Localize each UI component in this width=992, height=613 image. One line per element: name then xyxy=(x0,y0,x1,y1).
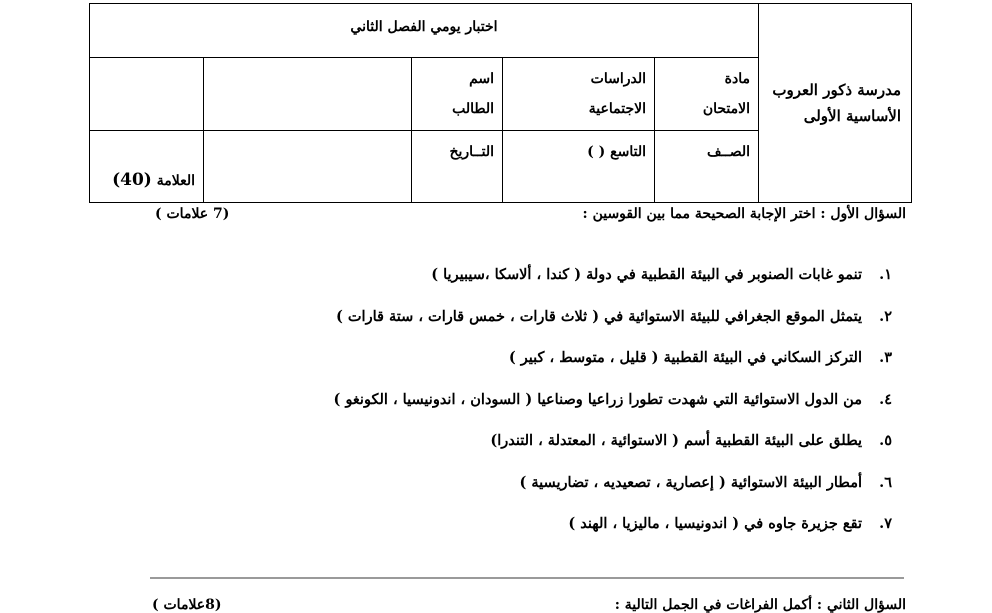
mark-cell xyxy=(90,131,204,203)
student-label-line2: الطالب xyxy=(452,101,494,117)
subject-label-line1: مادة xyxy=(724,71,750,87)
mark-label: العلامة xyxy=(156,173,195,189)
subject-label-line2: الامتحان xyxy=(702,101,750,117)
class-value: التاسع ( ) xyxy=(503,131,655,203)
student-name-field[interactable] xyxy=(204,58,412,131)
question2-marks: (8علامات ) xyxy=(152,597,222,613)
school-name-line2: الأساسية الأولى xyxy=(803,107,901,125)
section-divider xyxy=(150,577,904,579)
list-item xyxy=(334,391,892,433)
list-item xyxy=(334,474,892,516)
item-text: تنمو غابات الصنوبر في البيئة القطبية في دولة ( كندا ، ألاسكا ،سيبيريا ) xyxy=(431,266,862,283)
student-label-line1: اسم xyxy=(469,71,494,87)
class-label: الصــف xyxy=(655,131,759,203)
list-item xyxy=(334,266,892,308)
exam-title: اختبار يومي الفصل الثاني xyxy=(90,4,759,58)
list-item xyxy=(334,432,892,474)
question1-list xyxy=(334,266,892,557)
item-number: ٦. xyxy=(879,473,892,491)
item-number: ٧. xyxy=(879,515,892,532)
date-field[interactable] xyxy=(204,131,412,203)
date-label: التــاريخ xyxy=(412,131,503,203)
list-item xyxy=(334,515,892,557)
item-text: يطلق على البيئة القطبية أسم ( الاستوائية ، المعتدلة ، التندرا) xyxy=(490,432,862,449)
mark-value: (40) xyxy=(112,170,152,190)
subject-value-cell xyxy=(503,58,655,131)
subject-value-line2: الاجتماعية xyxy=(588,101,646,117)
extra-field xyxy=(90,58,204,131)
subject-label-cell xyxy=(655,58,759,131)
item-number: ٢. xyxy=(879,307,892,325)
item-text: تقع جزيرة جاوه في ( اندونيسيا ، ماليزيا ، الهند ) xyxy=(568,515,862,532)
item-text: يتمثل الموقع الجغرافي للبيئة الاستوائية في ( ثلاث قارات ، خمس قارات ، ستة قارات ) xyxy=(336,307,862,325)
item-number: ٣. xyxy=(879,349,892,366)
item-text: أمطار البيئة الاستوائية ( إعصارية ، تصعيديه ، تضاريسية ) xyxy=(519,473,862,491)
student-label-cell xyxy=(412,58,503,131)
question1-title: السؤال الأول : اختر الإجابة الصحيحة مما بين القوسين : xyxy=(582,206,906,222)
item-text: التركز السكاني في البيئة القطبية ( قليل ، متوسط ، كبير ) xyxy=(508,349,862,366)
item-text: من الدول الاستوائية التي شهدت تطورا زراعيا وصناعيا ( السودان ، اندونيسيا ، الكونغو ) xyxy=(333,390,862,408)
exam-header-table xyxy=(89,3,912,203)
question1-marks: (7 علامات ) xyxy=(155,206,230,222)
school-name-line1: مدرسة ذكور العروب xyxy=(772,81,901,99)
question2-title: السؤال الثاني : أكمل الفراغات في الجمل التالية : xyxy=(614,597,906,613)
list-item xyxy=(334,349,892,391)
item-number: ٥. xyxy=(879,432,892,449)
list-item xyxy=(334,308,892,350)
item-number: ١. xyxy=(879,266,892,283)
item-number: ٤. xyxy=(879,390,892,408)
school-name-cell xyxy=(759,4,912,203)
subject-value-line1: الدراسات xyxy=(590,71,646,87)
